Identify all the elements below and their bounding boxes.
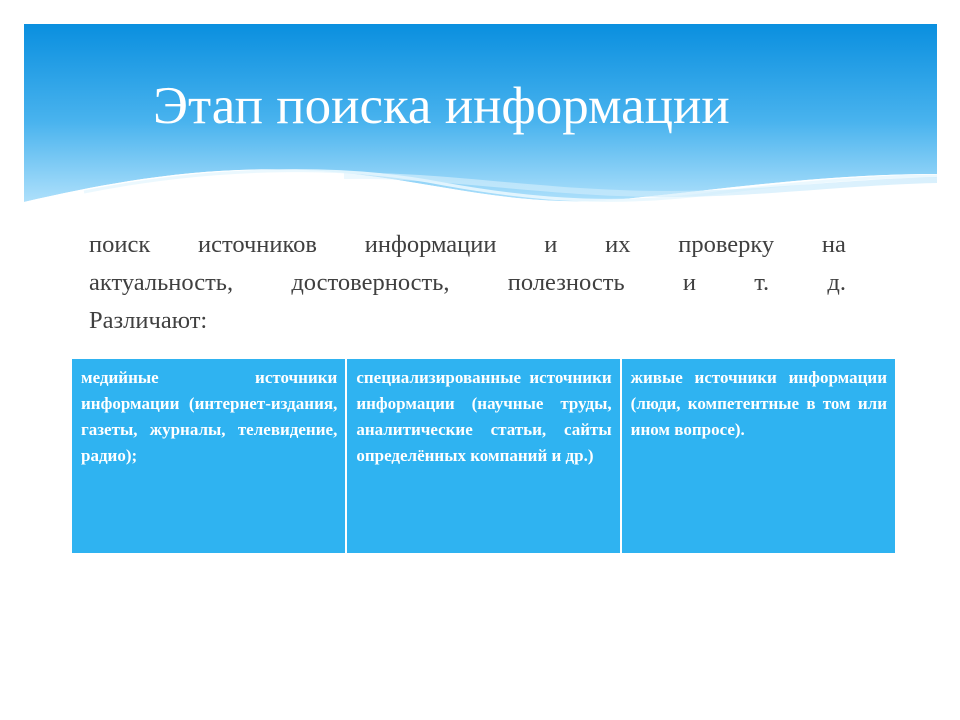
- body-word: источников: [197, 231, 317, 258]
- body-line: [89, 302, 846, 340]
- body-word: и: [544, 231, 558, 258]
- body-word: достоверность,: [291, 269, 450, 296]
- body-line: [89, 226, 846, 264]
- body-word: их: [605, 231, 631, 258]
- body-line: [89, 264, 846, 302]
- body-word: информации: [364, 231, 497, 258]
- body-word: т.: [754, 269, 770, 296]
- body-word: полезность: [507, 269, 625, 296]
- body-word: актуальность,: [89, 269, 234, 296]
- body-word: и: [682, 269, 696, 296]
- specialized-sources-cell: специализированные источники информации (научные труды, аналитические статьи, сайты определённых компаний и др.): [346, 359, 620, 553]
- body-paragraph: [89, 226, 846, 340]
- body-word: на: [821, 231, 846, 258]
- sources-table: [72, 359, 895, 553]
- body-word: поиск: [89, 231, 151, 258]
- body-word: Различают:: [89, 307, 208, 334]
- live-sources-cell: живые источники информации (люди, компетентные в том или ином вопросе).: [621, 359, 895, 553]
- body-word: проверку: [678, 231, 775, 258]
- media-sources-cell: медийные источники информации (интернет-издания, газеты, журналы, телевидение, радио);: [72, 359, 346, 553]
- body-word: д.: [827, 269, 846, 296]
- table-row: [72, 359, 895, 553]
- slide-title: Этап поиска информации: [153, 77, 730, 135]
